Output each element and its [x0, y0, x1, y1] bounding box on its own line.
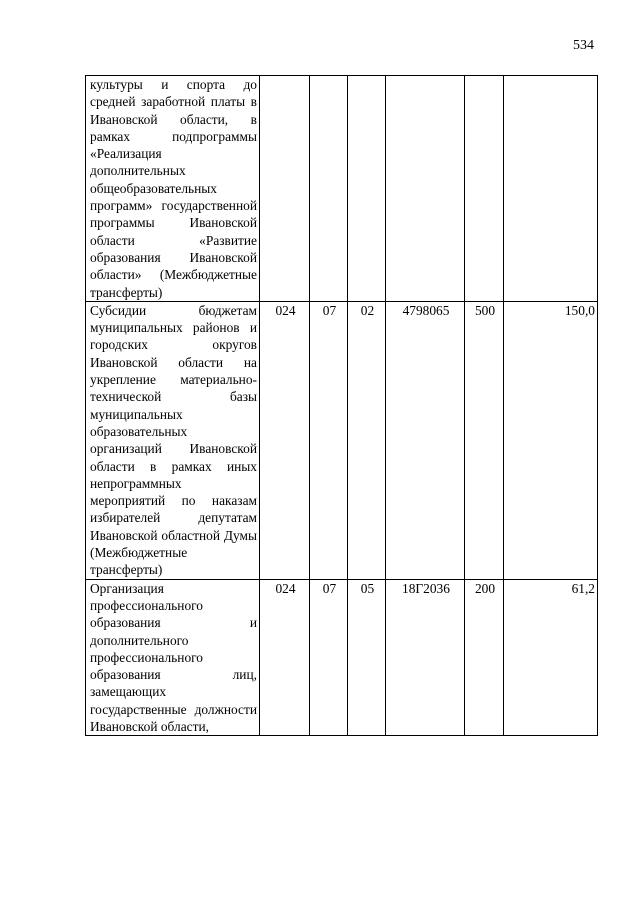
ministry-code: 024	[260, 301, 310, 579]
row-description: культуры и спорта до средней заработной платы в Ивановской области, в рамках подпрограммы «Реализация дополнительных общеобразовательных программ» государственной программы Ивановской области «Развитие образования Ивановской области» (Межбюджетные трансферты)	[86, 76, 260, 302]
section-code: 07	[310, 579, 348, 736]
target-article-code: 18Г2036	[386, 579, 465, 736]
table-row	[86, 579, 598, 736]
section-code	[310, 76, 348, 302]
subsection-code: 02	[348, 301, 386, 579]
row-description: Организация профессионального образования и дополнительного профессионального образования лиц, замещающих государственные должности Ивановской области,	[86, 579, 260, 736]
table-row	[86, 301, 598, 579]
target-article-code: 4798065	[386, 301, 465, 579]
amount: 61,2	[504, 579, 598, 736]
page-number: 534	[573, 38, 594, 53]
target-article-code	[386, 76, 465, 302]
budget-table	[85, 75, 598, 736]
amount	[504, 76, 598, 302]
subsection-code	[348, 76, 386, 302]
subsection-code: 05	[348, 579, 386, 736]
table-row	[86, 76, 598, 302]
row-description: Субсидии бюджетам муниципальных районов и городских округов Ивановской области на укрепление материально-технической базы муниципальных образовательных организаций Ивановской области в рамках иных непрограммных мероприятий по наказам избирателей депутатам Ивановской областной Думы (Межбюджетные трансферты)	[86, 301, 260, 579]
ministry-code	[260, 76, 310, 302]
expense-type-code: 500	[465, 301, 504, 579]
amount: 150,0	[504, 301, 598, 579]
section-code: 07	[310, 301, 348, 579]
expense-type-code: 200	[465, 579, 504, 736]
ministry-code: 024	[260, 579, 310, 736]
expense-type-code	[465, 76, 504, 302]
